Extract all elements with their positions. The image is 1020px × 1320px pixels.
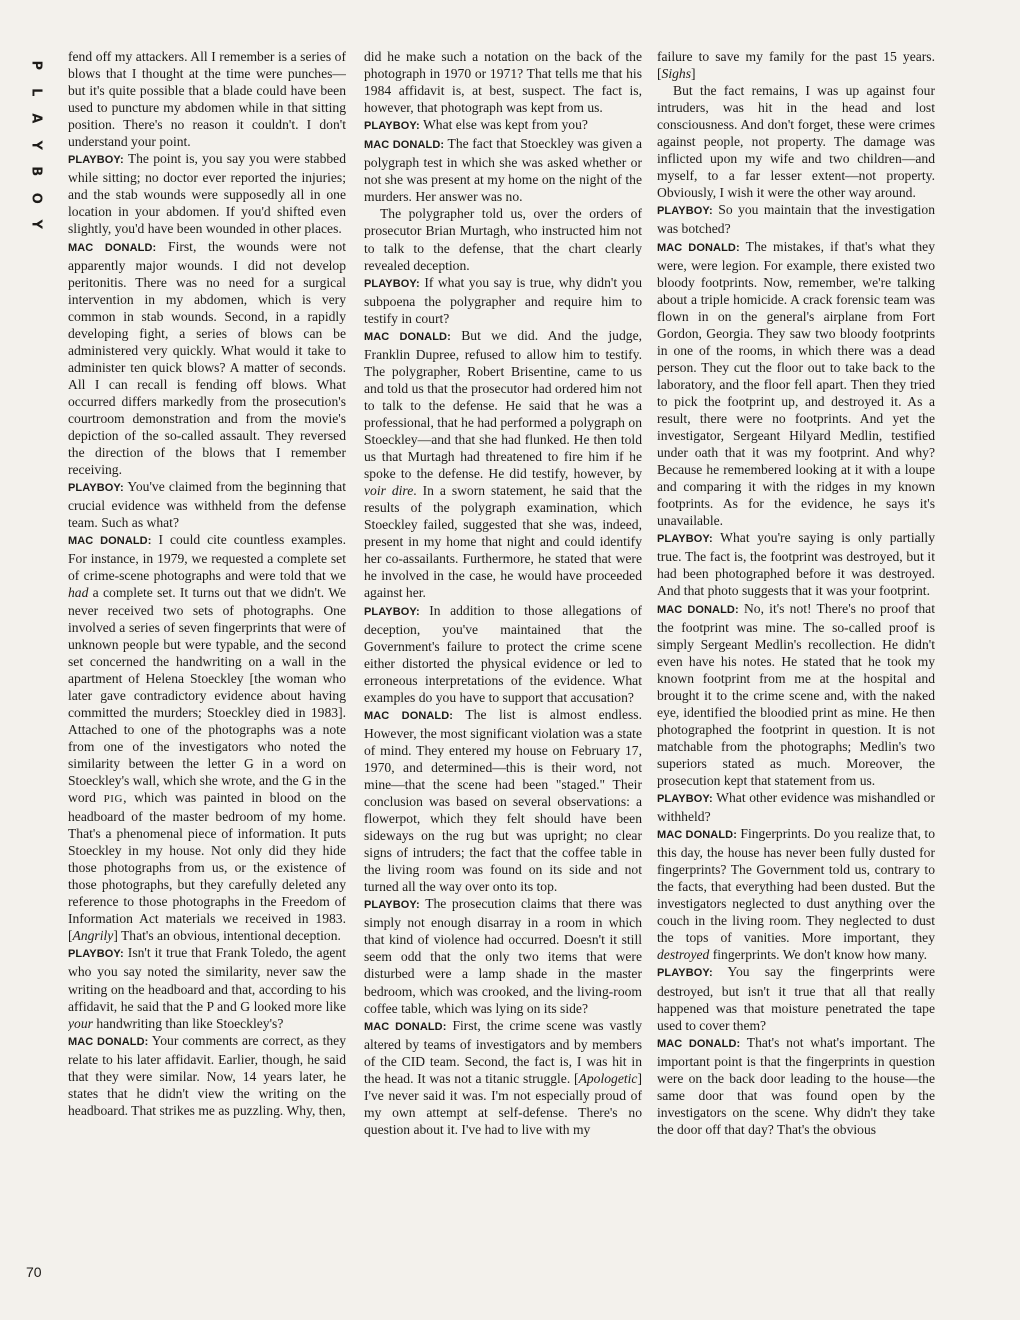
- paragraph: [657, 963, 935, 1033]
- paragraph-text: You've claimed from the beginning that crucial evidence was withheld from the defense team. Such as what?: [68, 479, 346, 531]
- paragraph-text: But the fact remains, I was up against four intruders, was hit in the head and lost consciousness. And don't forget, these were crimes against people, not property. The damage was inflicted upon my wife and two children—and myself, to a far lesser extent—not property. Obviously, I wish it were the other way around.: [657, 83, 935, 201]
- page-number: 70: [26, 1264, 42, 1280]
- paragraph: [657, 825, 935, 963]
- paragraph-text: failure to save my family for the past 15 years. [Sighs]: [657, 49, 935, 82]
- paragraph: [364, 895, 642, 1016]
- paragraph-text: Fingerprints. Do you realize that, to this day, the house has never been fully dusted for fingerprints? The Government told us, contrary to the facts, that everything had been dusted. But the investigators neglected to dust anything over the couch in the living room. They neglected to dust the tops of vanities. More important, they destroyed fingerprints. We don't know how many.: [657, 826, 935, 963]
- speaker-label: MAC DONALD:: [657, 603, 739, 616]
- masthead-letter: P: [28, 60, 44, 71]
- paragraph-text: The mistakes, if that's what they were, were legion. For example, there existed two bloody footprints. Now, remember, we're talking about a triple homicide. A crack forensic team was flown in on the general's airplane from Fort Gordon, Georgia. They saw two bloody footprints in one of the rooms, in which there was a dead person. They cut the floor out to take back to the laboratory, and the floor fell apart. Then they tried to pick the footprint up, and destroyed it. As a result, there were no footprints. And yet the investigator, Sergeant Hilyard Medlin, testified under oath that it was my footprint. And why? Because he remembered looking at it with a loupe and comparing it with the ridges in my known footprints. As for the evidence, he says it's unavailable.: [657, 238, 935, 529]
- paragraph: [364, 706, 642, 896]
- paragraph-text: You say the fingerprints were destroyed, but isn't it true that all that really happened was that moisture penetrated the tape used to cover them?: [657, 964, 935, 1033]
- speaker-label: MAC DONALD:: [364, 709, 454, 722]
- speaker-label: PLAYBOY:: [364, 277, 420, 290]
- text-column-1: [68, 48, 346, 1288]
- paragraph: [657, 201, 935, 237]
- masthead-playboy: [28, 52, 42, 238]
- paragraph: [364, 135, 642, 205]
- paragraph-text: No, it's not! There's no proof that the footprint was mine. The so-called proof is simply Sergeant Medlin's recollection. He didn't even have his notes. He stated that he took my known footprint from me at the hospital and brought it to the crime scene and, with the naked eye, identified the bloodied print as mine. He then photographed the footprint in question. It is not matchable from the photographs; Medlin's two superiors stated as much. Moreover, the prosecution kept that statement from us.: [657, 600, 935, 788]
- paragraph-text: What you're saying is only partially true. The fact is, the footprint was destroyed, but it had been photographed before it was destroyed. And that photo suggests that it was your footprint.: [657, 530, 935, 599]
- text-column-3: [657, 48, 935, 1288]
- paragraph: [68, 944, 346, 1031]
- paragraph-text: What other evidence was mishandled or withheld?: [657, 790, 935, 825]
- paragraph-text: Isn't it true that Frank Toledo, the agent who you say noted the similarity, never saw the writing on the headboard and that, according to his affidavit, he said that the P and G looked more like your handwriting than like Stoeckley's?: [68, 945, 346, 1031]
- speaker-label: PLAYBOY:: [364, 605, 420, 618]
- paragraph: [68, 531, 346, 944]
- speaker-label: MAC DONALD:: [68, 241, 157, 254]
- paragraph-text: did he make such a notation on the back of the photograph in 1970 or 1971? That tells me that his 1984 affidavit is, at best, suspect. The fact is, however, that photograph was kept from us.: [364, 49, 642, 116]
- speaker-label: PLAYBOY:: [68, 154, 124, 167]
- paragraph: [657, 82, 935, 201]
- speaker-label: PLAYBOY:: [364, 120, 420, 133]
- text-column-2: [364, 48, 642, 1288]
- speaker-label: PLAYBOY:: [657, 967, 713, 980]
- speaker-label: MAC DONALD:: [657, 1037, 741, 1050]
- paragraph: [657, 789, 935, 825]
- paragraph-text: The list is almost endless. However, the most significant violation was a state of mind. They entered my house on February 17, 1970, and determined—this is their word, not mine—that the scene had been "staged." Their conclusion was based on several observations: a flowerpot, which they felt should have been sideways on the rug but was upright; no clear signs of intruders; the fact that the coffee table in the living room was found on its side and not turned all the way over onto its top.: [364, 706, 642, 895]
- paragraph-text: So you maintain that the investigation was botched?: [657, 202, 935, 237]
- paragraph: [364, 327, 642, 602]
- paragraph-text: What else was kept from you?: [422, 117, 588, 133]
- masthead-letter: Y: [28, 219, 44, 229]
- paragraph: [657, 529, 935, 599]
- paragraph: [68, 238, 346, 479]
- speaker-label: MAC DONALD:: [364, 139, 445, 152]
- masthead-letter: Y: [28, 140, 44, 150]
- paragraph: [657, 48, 935, 82]
- paragraph: [68, 1032, 346, 1119]
- speaker-label: PLAYBOY:: [68, 482, 124, 495]
- speaker-label: MAC DONALD:: [68, 535, 152, 548]
- masthead-letter: B: [28, 166, 44, 177]
- paragraph-text: That's not what's important. The important point is that the fingerprints in question were on the back door leading to the house—the same door that was found open by the investigators on the scene. Why didn't they take the door off that day? That's the obvious: [657, 1034, 935, 1137]
- speaker-label: MAC DONALD:: [657, 241, 740, 254]
- masthead-letter: L: [28, 87, 44, 96]
- paragraph: [364, 274, 642, 327]
- speaker-label: MAC DONALD:: [657, 829, 737, 842]
- paragraph-text: fend off my attackers. All I remember is a series of blows that I thought at the time were punches—but it's quite possible that a blade could have been used to puncture my abdomen while in that sitting position. There's no reason it couldn't. I don't understand your point.: [68, 49, 346, 150]
- paragraph: [657, 1034, 935, 1138]
- paragraph-text: Your comments are correct, as they relate to his later affidavit. Earlier, though, he said that they were similar. Now, 14 years later, he states that he didn't view the writing on the headboard. That strikes me as puzzling. Why, then,: [68, 1032, 346, 1118]
- paragraph: [657, 600, 935, 790]
- paragraph-text: The point is, you say you were stabbed while sitting; no doctor ever reported the injuries; and the stab wounds were supposedly all in one location in your abdomen. If you'd shifted even slightly, you'd have been wounded in other places.: [68, 151, 346, 237]
- paragraph: [68, 150, 346, 237]
- speaker-label: PLAYBOY:: [657, 205, 713, 218]
- paragraph-text: The polygrapher told us, over the orders of prosecutor Brian Murtagh, who instructed him not to talk to the defense, that the chart clearly revealed deception.: [364, 206, 642, 273]
- paragraph: [364, 48, 642, 116]
- speaker-label: PLAYBOY:: [364, 899, 420, 912]
- speaker-label: MAC DONALD:: [364, 1020, 447, 1033]
- paragraph: [68, 48, 346, 150]
- masthead-letter: A: [28, 113, 44, 124]
- paragraph-text: But we did. And the judge, Franklin Dupree, refused to allow him to testify. The polygrapher, Robert Brisentine, came to us and told us that the prosecutor had ordered him not to talk to the defense. He said that he was a professional, that he had performed a polygraph on Stoeckley—and that she had flunked. He then told us that Murtagh had threatened to fire him if he spoke to the defense. He did testify, however, by voir dire. In a sworn statement, he said that the results of the polygraph examination, which Stoeckley failed, suggested that she was, indeed, present in my home that night and could identify her co-assailants. Furthermore, he stated that were he involved in the case, he would have proceeded against her.: [364, 327, 642, 601]
- paragraph-text: In addition to those allegations of deception, you've maintained that the Government's failure to protect the crime scene either distorted the physical evidence or led to erroneous interpretations of the evidence. What examples do you have to support that accusation?: [364, 602, 642, 705]
- speaker-label: MAC DONALD:: [364, 330, 451, 343]
- speaker-label: PLAYBOY:: [68, 948, 124, 961]
- paragraph: [364, 602, 642, 706]
- paragraph: [657, 238, 935, 530]
- paragraph-text: First, the crime scene was vastly altered by teams of investigators and by members of the CID team. Second, the fact is, I was hit in the head. It was not a titanic struggle. [Apologetic] I've never said it was. I'm not especially proud of my own attempt at self-defense. There's no question about it. I've had to live with my: [364, 1017, 642, 1137]
- paragraph: [364, 116, 642, 135]
- paragraph-text: First, the wounds were not apparently major wounds. I did not develop peritonitis. There was no need for a surgical intervention in my abdomen, which is very common in stab wounds. Second, in a rapidly developing fight, a series of blows can be administered very quickly. What would it take to administer ten quick blows? A matter of seconds. All I can recall is fending off blows. What occurred differs markedly from the prosecution's courtroom demonstration and from the movie's depiction of the so-called assault. They reversed the direction of the blows that I remember receiving.: [68, 238, 346, 478]
- paragraph-text: The fact that Stoeckley was given a polygraph test in which she was asked whether or not she was present at my home on the night of the murders. Her answer was no.: [364, 136, 642, 205]
- paragraph-text: I could cite countless examples. For instance, in 1979, we requested a complete set of crime-scene photographs and were told that we had a complete set. It turns out that we didn't. We never received two sets of photographs. One involved a series of seven fingerprints that were of unknown people but were typable, and the second set concerned the handwriting on a wall in the apartment of Helena Stoeckley [the woman who later gave contradictory evidence about having committed the murders; Stoeckley died in 1983]. Attached to one of the photographs was a note from one of the investigators who noted the similarity between the letter G in a word on Stoeckley's wall, which she wrote, and the G in the word PIG, which was painted in blood on the headboard of the master bedroom of my home. That's a phenomenal piece of information. It puts Stoeckley in my house. Not only did they hide those photographs from us, or the existence of those photographs, but they carefully deleted any reference to those photographs in the Freedom of Information Act materials we received in 1983. [Angrily] That's an obvious, intentional deception.: [68, 532, 346, 944]
- paragraph: [364, 1017, 642, 1138]
- speaker-label: PLAYBOY:: [657, 793, 713, 806]
- speaker-label: PLAYBOY:: [657, 533, 713, 546]
- paragraph: [68, 478, 346, 531]
- paragraph-text: If what you say is true, why didn't you subpoena the polygrapher and require him to testify in court?: [364, 274, 642, 326]
- speaker-label: MAC DONALD:: [68, 1035, 149, 1048]
- masthead-letter: O: [28, 192, 44, 204]
- paragraph-text: The prosecution claims that there was simply not enough disarray in a room in which that kind of violence had occurred. Doesn't it still seem odd that the only two items that were disturbed were a lamp shade in the master bedroom, which was crooked, and the living-room coffee table, which was lying on its side?: [364, 896, 642, 1016]
- paragraph: [364, 205, 642, 273]
